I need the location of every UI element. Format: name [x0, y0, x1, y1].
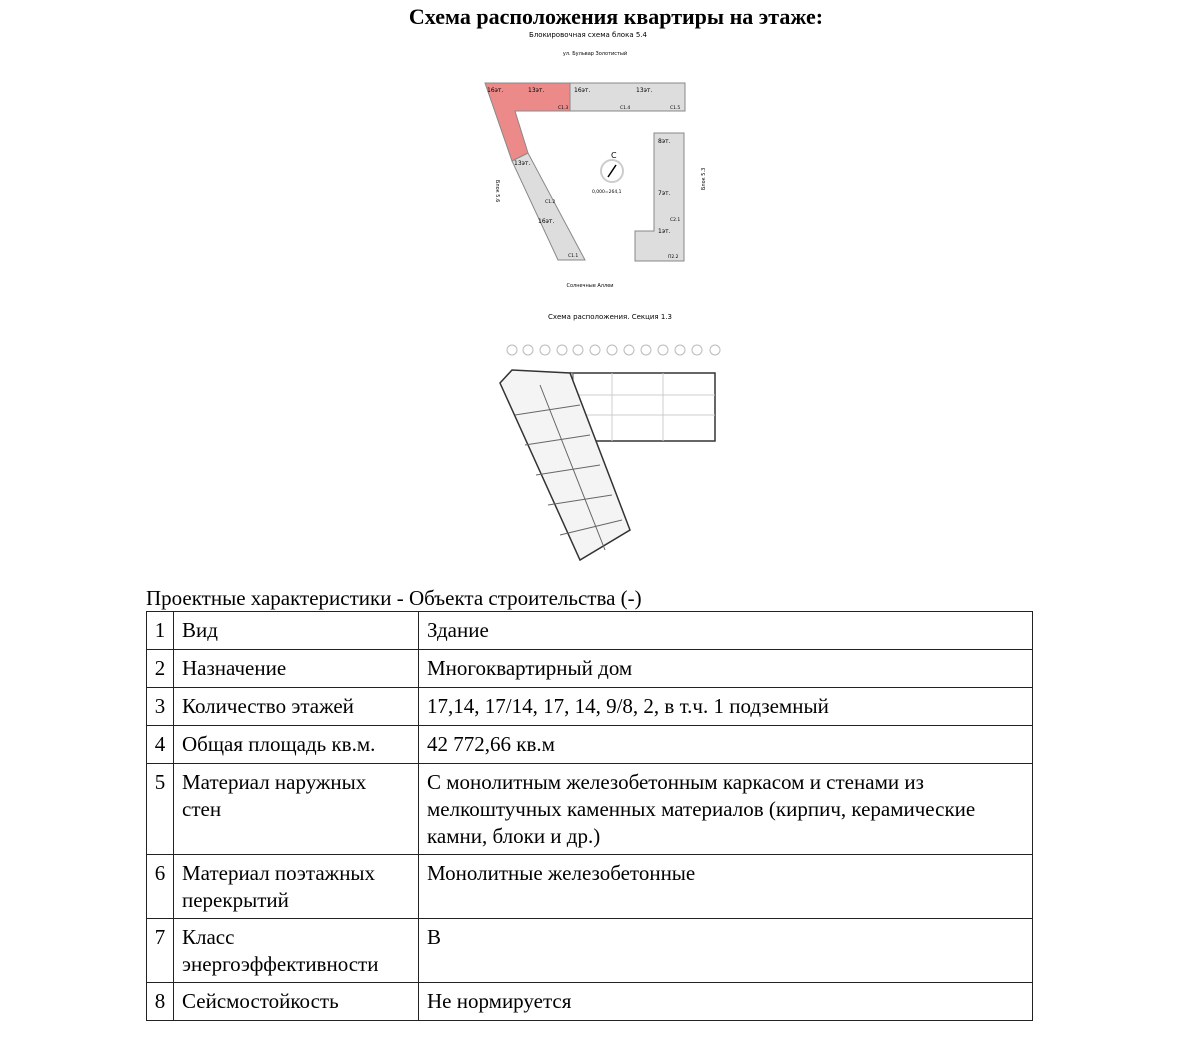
- block-side-label: Блок 5.3: [701, 167, 707, 190]
- row-key: Вид: [174, 612, 419, 650]
- row-key: Назначение: [174, 650, 419, 688]
- table-row: [147, 764, 1033, 855]
- row-value: Монолитные железобетонные: [419, 855, 1033, 919]
- section-scheme: [460, 305, 780, 585]
- section-code: С2.1: [670, 218, 681, 223]
- section-label: 16эт.: [574, 87, 591, 94]
- row-number: 5: [147, 764, 174, 855]
- row-value: Многоквартирный дом: [419, 650, 1033, 688]
- table-row: [147, 726, 1033, 764]
- row-number: 3: [147, 688, 174, 726]
- section-label: 13эт.: [636, 87, 653, 94]
- row-number: 8: [147, 983, 174, 1021]
- elevation-label: 0,000=264,1: [592, 190, 622, 195]
- section-label: 13эт.: [514, 160, 531, 167]
- characteristics-caption: Проектные характеристики - Объекта строительства (-): [146, 586, 642, 610]
- block-scheme-title: Блокировочная схема блока 5.4: [529, 31, 647, 39]
- section-code: П2.2: [668, 255, 679, 260]
- street-top: ул. Бульвар Золотистый: [562, 51, 628, 57]
- row-value: 17,14, 17/14, 17, 14, 9/8, 2, в т.ч. 1 подземный: [419, 688, 1033, 726]
- section-code: С1.3: [558, 106, 569, 111]
- section-label: 13эт.: [528, 87, 545, 94]
- section-code: С1.5: [670, 106, 681, 111]
- block-scheme: [470, 25, 720, 295]
- row-key: Общая площадь кв.м.: [174, 726, 419, 764]
- section-code: С1.1: [568, 254, 579, 259]
- row-key: Количество этажей: [174, 688, 419, 726]
- section-label: 16эт.: [538, 218, 555, 225]
- row-number: 1: [147, 612, 174, 650]
- section-label: 16эт.: [487, 87, 504, 94]
- table-row: [147, 612, 1033, 650]
- section-scheme-title: Схема расположения. Секция 1.3: [547, 313, 673, 321]
- table-row: [147, 983, 1033, 1021]
- row-number: 6: [147, 855, 174, 919]
- row-number: 4: [147, 726, 174, 764]
- section-label: 1эт.: [658, 228, 671, 235]
- table-row: [147, 855, 1033, 919]
- row-key: Материал наружных стен: [174, 764, 419, 855]
- row-key: Сейсмостойкость: [174, 983, 419, 1021]
- row-value: B: [419, 919, 1033, 983]
- row-value: Здание: [419, 612, 1033, 650]
- row-value: С монолитным железобетонным каркасом и стенами из мелкоштучных каменных материалов (кирпич, керамические камни, блоки и др.): [419, 764, 1033, 855]
- block-left-label: Блок 5.6: [494, 180, 500, 203]
- row-value: 42 772,66 кв.м: [419, 726, 1033, 764]
- table-row: [147, 919, 1033, 983]
- row-value: Не нормируется: [419, 983, 1033, 1021]
- section-code: С1.2: [545, 200, 556, 205]
- page-title: Схема расположения квартиры на этаже:: [408, 4, 824, 29]
- section-label: 7эт.: [658, 190, 671, 197]
- row-number: 7: [147, 919, 174, 983]
- north-label: С: [611, 151, 617, 160]
- table-row: [147, 688, 1033, 726]
- row-key: Класс энергоэффективности: [174, 919, 419, 983]
- section-code: С1.4: [620, 106, 631, 111]
- characteristics-table: [146, 611, 1033, 1021]
- section-label: 8эт.: [658, 138, 671, 145]
- row-key: Материал поэтажных перекрытий: [174, 855, 419, 919]
- street-bottom: Солнечные Аллеи: [566, 283, 614, 289]
- table-row: [147, 650, 1033, 688]
- row-number: 2: [147, 650, 174, 688]
